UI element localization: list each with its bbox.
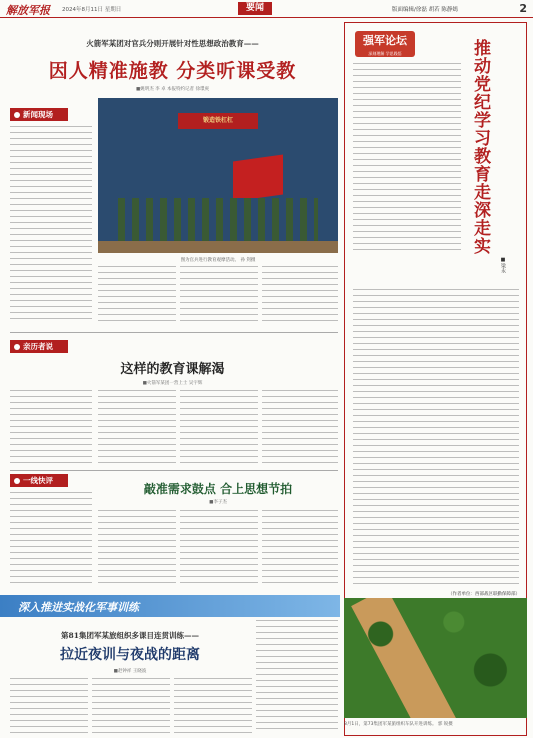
article4-headline: 拉近夜训与夜战的距离	[60, 647, 200, 663]
article4-text-column-2	[92, 678, 170, 734]
convoy-photo-caption: 8月1日，第73集团军某旅组织车队开进训练。 郭 锐摄	[344, 722, 453, 727]
article2-text-column-2	[98, 390, 176, 466]
lead-text-column-4	[262, 266, 338, 322]
issue-date: 2024年8月11日 星期日	[62, 7, 122, 13]
lead-byline: ■姚明杰 李 卓 本报特约记者 徐璟庚	[136, 87, 209, 92]
trees-shape	[344, 598, 527, 718]
article4-text-column-4	[256, 620, 338, 734]
article3-text-column-1	[10, 492, 92, 588]
training-banner	[0, 595, 340, 617]
bullet-icon	[14, 478, 20, 484]
sidebar-author: ■梁永	[500, 257, 506, 273]
lead-kicker: 火箭军某团对官兵分则开展针对性思想政治教育——	[86, 39, 259, 48]
sidebar-end-note: （作者单位：西部战区联勤保障部）	[448, 592, 520, 597]
convoy-photo	[344, 598, 527, 718]
lead-photo	[98, 98, 338, 253]
masthead	[0, 0, 533, 18]
article3-text-column-2	[98, 510, 176, 588]
bullet-icon	[14, 112, 20, 118]
section-tag-frontline: 一线快评	[10, 474, 68, 487]
divider	[10, 332, 338, 333]
article3-headline: 敲准需求鼓点 合上思想节拍	[143, 482, 293, 496]
sidebar-text-top	[353, 63, 461, 253]
lead-headline: 因人精准施教 分类听课受教	[48, 60, 297, 82]
article2-text-column-1	[10, 390, 92, 466]
sidebar-headline: 推动党纪学习教育走深走实	[470, 39, 490, 255]
article3-byline: ■李子杰	[209, 500, 227, 505]
section-tag-commander: 亲历者说	[10, 340, 68, 353]
article4-text-column-1	[10, 678, 88, 734]
lead-text-column-2	[98, 266, 176, 322]
section-tag-news: 新闻现场	[10, 108, 68, 121]
sidebar-text-body	[353, 289, 519, 589]
article3-text-column-4	[262, 510, 338, 588]
article4-byline: ■赵钟祥 王晓波	[113, 669, 147, 674]
bullet-icon	[14, 344, 20, 350]
article3-text-column-3	[180, 510, 258, 588]
newspaper-logo: 解放军报	[6, 4, 50, 17]
divider	[10, 470, 338, 471]
article2-text-column-3	[180, 390, 258, 466]
article2-headline: 这样的教育课解渴	[120, 362, 225, 377]
article4-text-column-3	[174, 678, 252, 734]
article4-kicker: 第81集团军某旅组织多课目连贯训练——	[61, 631, 199, 640]
lead-text-column-3	[180, 266, 258, 322]
article2-byline: ■火箭军某团一营上士 吴宇辉	[142, 381, 203, 386]
sidebar-badge-sub: 深刻理解 学思践悟	[368, 51, 402, 56]
photo-banner: 锻造铁杠杠	[178, 113, 258, 129]
stage-floor	[98, 241, 338, 253]
flag-shape	[233, 154, 283, 201]
sidebar-badge: 强军论坛	[355, 31, 415, 57]
article2-text-column-4	[262, 390, 338, 466]
editors-credit: 版面编辑/徐磊 胡若 陈静嫣	[392, 7, 458, 13]
page-number: 2	[519, 2, 527, 15]
lead-text-column-1	[10, 126, 92, 322]
section-label: 要闻	[238, 2, 272, 15]
training-banner-label: 深入推进实战化军事训练	[18, 601, 139, 614]
lead-photo-caption: 图为官兵进行教育观摩活动。 孙 剑摄	[180, 258, 256, 263]
